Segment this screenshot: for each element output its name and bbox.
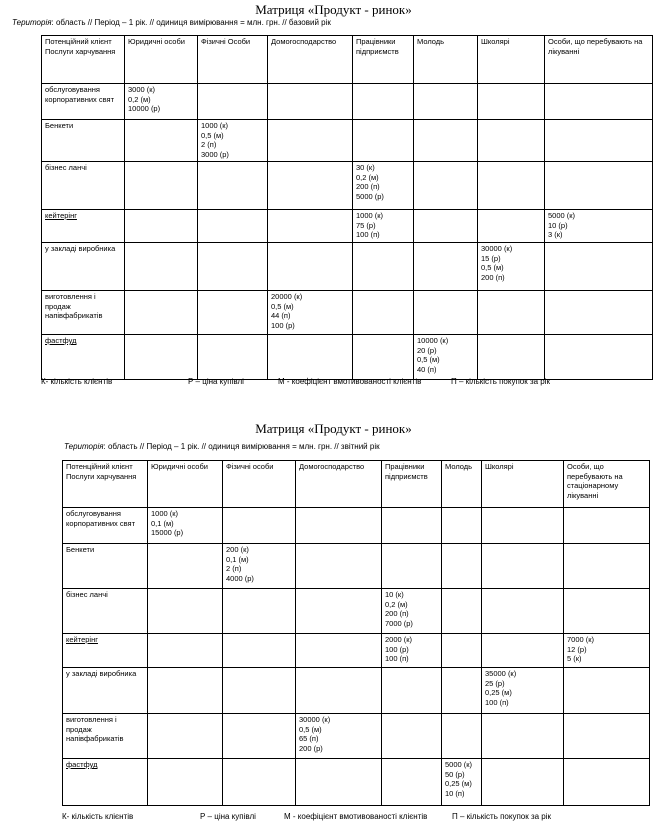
matrix-cell — [198, 243, 268, 291]
matrix-cell — [223, 668, 296, 714]
cell-value: 2 (п) — [201, 140, 217, 150]
matrix-cell — [125, 243, 198, 291]
cell-value: 20000 (к) — [271, 292, 303, 301]
matrix-cell — [545, 243, 653, 291]
matrix-cell — [442, 668, 482, 714]
cell-value: 200 (п) — [481, 272, 505, 282]
matrix-cell — [148, 508, 223, 544]
matrix-cell — [564, 544, 650, 589]
row-label: у закладі виробника — [63, 668, 148, 714]
matrix-cell — [268, 243, 353, 291]
matrix-cell — [198, 162, 268, 210]
matrix-cell — [148, 714, 223, 759]
cell-value: 44 (п) — [271, 311, 291, 321]
cell-value: 0,1 (м) — [226, 554, 249, 564]
matrix-cell — [296, 759, 382, 806]
cell-value: 200 (п) — [356, 182, 380, 192]
matrix-cell — [545, 210, 653, 243]
matrix-cell — [268, 210, 353, 243]
matrix-cell — [223, 759, 296, 806]
cell-value: 7000 (р) — [385, 618, 413, 628]
legend-price: Р – ціна купівлі — [188, 377, 244, 386]
matrix-cell — [125, 210, 198, 243]
matrix-cell — [482, 714, 564, 759]
cell-value: 30000 (к) — [299, 715, 331, 724]
matrix-cell — [414, 162, 478, 210]
header-cell: Особи, що перебувають на лікуванні — [545, 36, 653, 84]
matrix-cell — [223, 634, 296, 668]
matrix-cell — [353, 162, 414, 210]
matrix-cell — [223, 589, 296, 634]
cell-value: 0,25 (м) — [485, 688, 512, 698]
cell-value: 75 (р) — [356, 220, 376, 230]
cell-value: 15 (р) — [481, 253, 501, 263]
legend-motivation: М - коефіцієнт вмотивованості клієнтів — [284, 812, 428, 821]
header-cell: Фізичні особи — [223, 461, 296, 508]
cell-value: 7000 (к) — [567, 635, 595, 644]
matrix-cell — [414, 120, 478, 162]
cell-value: 2 (п) — [226, 564, 242, 574]
matrix-cell — [482, 759, 564, 806]
matrix-cell — [148, 668, 223, 714]
matrix-cell — [382, 668, 442, 714]
matrix-cell — [296, 508, 382, 544]
cell-value: 0,1 (м) — [151, 518, 174, 528]
matrix-cell — [482, 589, 564, 634]
matrix1-title: Матриця «Продукт - ринок» — [255, 2, 412, 17]
cell-value: 0,5 (м) — [271, 301, 294, 311]
matrix-cell — [478, 162, 545, 210]
cell-value: 65 (п) — [299, 734, 319, 744]
cell-value: 35000 (к) — [485, 669, 517, 678]
cell-value: 0,5 (м) — [201, 130, 224, 140]
matrix-cell — [442, 589, 482, 634]
cell-value: 5000 (к) — [548, 211, 576, 220]
header-cell: Юридичні особи — [148, 461, 223, 508]
header-cell: Особи, що перебувають на стаціонарному лікуванні — [564, 461, 650, 508]
matrix-cell — [296, 544, 382, 589]
matrix-cell — [268, 84, 353, 120]
table-row — [63, 544, 650, 589]
matrix-cell — [478, 84, 545, 120]
matrix-cell — [442, 634, 482, 668]
matrix-cell — [564, 759, 650, 806]
cell-value: 0,5 (м) — [481, 263, 504, 273]
matrix-cell — [414, 291, 478, 335]
matrix-cell — [382, 759, 442, 806]
matrix-cell — [148, 759, 223, 806]
matrix-cell — [268, 120, 353, 162]
matrix-cell — [223, 508, 296, 544]
matrix-cell — [414, 335, 478, 380]
matrix-cell — [482, 668, 564, 714]
matrix1-territory-text: : область // Період – 1 рік. // одиниця вимірювання = млн. грн. // базовий рік — [51, 18, 331, 27]
row-label: бізнес ланчі — [63, 589, 148, 634]
matrix-cell — [223, 714, 296, 759]
table-row — [42, 210, 653, 243]
header-cell: Фізичні Особи — [198, 36, 268, 84]
legend-clients: К- кількість клієнтів — [41, 377, 113, 386]
cell-value: 1000 (к) — [201, 121, 229, 130]
matrix-cell — [478, 210, 545, 243]
matrix2-table — [62, 460, 650, 806]
matrix-cell — [268, 291, 353, 335]
legend-clients: К- кількість клієнтів — [62, 812, 134, 821]
table-row — [63, 634, 650, 668]
matrix-cell — [442, 714, 482, 759]
matrix-cell — [125, 335, 198, 380]
matrix-cell — [478, 120, 545, 162]
table-row — [42, 243, 653, 291]
header-cell: Працівники підприємств — [353, 36, 414, 84]
matrix-cell — [125, 84, 198, 120]
cell-value: 5000 (р) — [356, 191, 384, 201]
cell-value: 0,2 (м) — [356, 172, 379, 182]
row-label: Бенкети — [42, 120, 125, 162]
cell-value: 0,25 (м) — [445, 779, 472, 789]
row-label: бізнес ланчі — [42, 162, 125, 210]
row-label: кейтерінг — [42, 210, 125, 243]
table-row — [42, 291, 653, 335]
header-row — [63, 461, 650, 508]
header-row — [42, 36, 653, 84]
legend-price: Р – ціна купівлі — [200, 812, 256, 821]
matrix-cell — [382, 544, 442, 589]
header-cell: Домогосподарство — [268, 36, 353, 84]
row-label: виготовлення і продаж напівфабрикатів — [42, 291, 125, 335]
cell-value: 10 (п) — [445, 788, 465, 798]
cell-value: 200 (к) — [226, 545, 249, 554]
cell-value: 10000 (р) — [128, 104, 161, 114]
cell-value: 0,2 (м) — [385, 599, 408, 609]
matrix-cell — [353, 210, 414, 243]
cell-value: 10 (р) — [548, 220, 568, 230]
matrix-cell — [148, 589, 223, 634]
cell-value: 40 (п) — [417, 364, 437, 374]
header-cell: Молодь — [442, 461, 482, 508]
matrix-cell — [442, 508, 482, 544]
cell-value: 50 (р) — [445, 769, 465, 779]
matrix-cell — [414, 84, 478, 120]
matrix-cell — [564, 589, 650, 634]
header-cell: Домогосподарство — [296, 461, 382, 508]
header-cell: Юридичні особи — [125, 36, 198, 84]
cell-value: 0,2 (м) — [128, 94, 151, 104]
cell-value: 20 (р) — [417, 345, 437, 355]
header-cell: Працівники підприємств — [382, 461, 442, 508]
legend-purchases: П – кількість покупок за рік — [452, 812, 552, 821]
cell-value: 10 (к) — [385, 590, 404, 599]
matrix-cell — [478, 335, 545, 380]
header-cell: Школярі — [482, 461, 564, 508]
cell-value: 2000 (к) — [385, 635, 413, 644]
matrix-cell — [148, 634, 223, 668]
matrix-cell — [382, 508, 442, 544]
row-label: кейтерінг — [63, 634, 148, 668]
row-label: фастфуд — [63, 759, 148, 806]
matrix-cell — [545, 162, 653, 210]
cell-value: 30 (к) — [356, 163, 375, 172]
table-row — [63, 589, 650, 634]
matrix-cell — [198, 335, 268, 380]
row-label: обслуговування корпоративних свят — [42, 84, 125, 120]
header-client-corner: Потенційний клієнт Послуги харчування — [63, 461, 148, 508]
matrix-cell — [296, 668, 382, 714]
matrix-cell — [125, 162, 198, 210]
matrix-cell — [353, 84, 414, 120]
cell-value: 25 (р) — [485, 678, 505, 688]
header-client-corner: Потенційний клієнт Послуги харчування — [42, 36, 125, 84]
matrix-cell — [296, 634, 382, 668]
cell-value: 5 (к) — [567, 654, 582, 664]
matrix-cell — [198, 291, 268, 335]
cell-value: 0,5 (м) — [299, 724, 322, 734]
row-label: Бенкети — [63, 544, 148, 589]
row-label: фастфуд — [42, 335, 125, 380]
matrix-cell — [125, 291, 198, 335]
matrix-cell — [353, 291, 414, 335]
matrix-cell — [198, 120, 268, 162]
matrix-cell — [482, 544, 564, 589]
matrix-cell — [296, 714, 382, 759]
matrix-cell — [382, 589, 442, 634]
legend-motivation: М - коефіцієнт вмотивованості клієнтів — [278, 377, 422, 386]
row-label: у закладі виробника — [42, 243, 125, 291]
matrix-cell — [545, 120, 653, 162]
cell-value: 3000 (к) — [128, 85, 156, 94]
matrix-cell — [482, 508, 564, 544]
matrix-cell — [442, 544, 482, 589]
cell-value: 100 (р) — [271, 320, 295, 330]
cell-value: 1000 (к) — [356, 211, 384, 220]
table-row — [42, 84, 653, 120]
cell-value: 5000 (к) — [445, 760, 473, 769]
matrix-cell — [382, 714, 442, 759]
matrix1-table — [41, 35, 653, 380]
header-cell: Молодь — [414, 36, 478, 84]
matrix-cell — [545, 291, 653, 335]
cell-value: 4000 (р) — [226, 573, 254, 583]
matrix-cell — [545, 84, 653, 120]
cell-value: 30000 (к) — [481, 244, 513, 253]
matrix-cell — [382, 634, 442, 668]
cell-value: 3 (к) — [548, 230, 563, 240]
header-cell: Школярі — [478, 36, 545, 84]
matrix-cell — [353, 120, 414, 162]
matrix1-territory-label: Територія — [12, 18, 52, 27]
matrix-cell — [296, 589, 382, 634]
matrix-cell — [198, 84, 268, 120]
matrix2-territory-label: Територія — [64, 442, 104, 451]
matrix1-territory-line — [12, 18, 331, 28]
cell-value: 100 (п) — [356, 230, 380, 240]
cell-value: 200 (п) — [385, 609, 409, 619]
table-row — [63, 668, 650, 714]
matrix2-territory-text: : область // Період – 1 рік. // одиниця вимірювання = млн. грн. // звітний рік — [103, 442, 380, 451]
matrix-cell — [478, 291, 545, 335]
cell-value: 10000 (к) — [417, 336, 449, 345]
matrix-cell — [223, 544, 296, 589]
matrix-cell — [353, 335, 414, 380]
cell-value: 12 (р) — [567, 644, 587, 654]
matrix-cell — [478, 243, 545, 291]
matrix-cell — [564, 634, 650, 668]
row-label: обслуговування корпоративних свят — [63, 508, 148, 544]
matrix-cell — [442, 759, 482, 806]
matrix-cell — [125, 120, 198, 162]
row-label: виготовлення і продаж напівфабрикатів — [63, 714, 148, 759]
cell-value: 100 (п) — [385, 654, 409, 664]
matrix2-title: Матриця «Продукт - ринок» — [255, 421, 412, 436]
matrix-cell — [268, 162, 353, 210]
matrix-cell — [564, 668, 650, 714]
cell-value: 15000 (р) — [151, 528, 184, 538]
cell-value: 1000 (к) — [151, 509, 179, 518]
matrix-cell — [353, 243, 414, 291]
table-row — [63, 508, 650, 544]
cell-value: 100 (р) — [385, 644, 409, 654]
matrix-cell — [564, 714, 650, 759]
matrix2-territory-line — [64, 442, 380, 452]
matrix-cell — [148, 544, 223, 589]
matrix-cell — [564, 508, 650, 544]
cell-value: 200 (р) — [299, 743, 323, 753]
table-row — [42, 120, 653, 162]
cell-value: 3000 (р) — [201, 149, 229, 159]
matrix-cell — [482, 634, 564, 668]
table-row — [42, 162, 653, 210]
table-row — [63, 759, 650, 806]
table-row — [63, 714, 650, 759]
matrix-cell — [268, 335, 353, 380]
matrix-cell — [198, 210, 268, 243]
matrix-cell — [414, 210, 478, 243]
legend-purchases: П – кількість покупок за рік — [451, 377, 551, 386]
table-row — [42, 335, 653, 380]
cell-value: 100 (п) — [485, 697, 509, 707]
matrix-cell — [545, 335, 653, 380]
cell-value: 0,5 (м) — [417, 355, 440, 365]
matrix-cell — [414, 243, 478, 291]
